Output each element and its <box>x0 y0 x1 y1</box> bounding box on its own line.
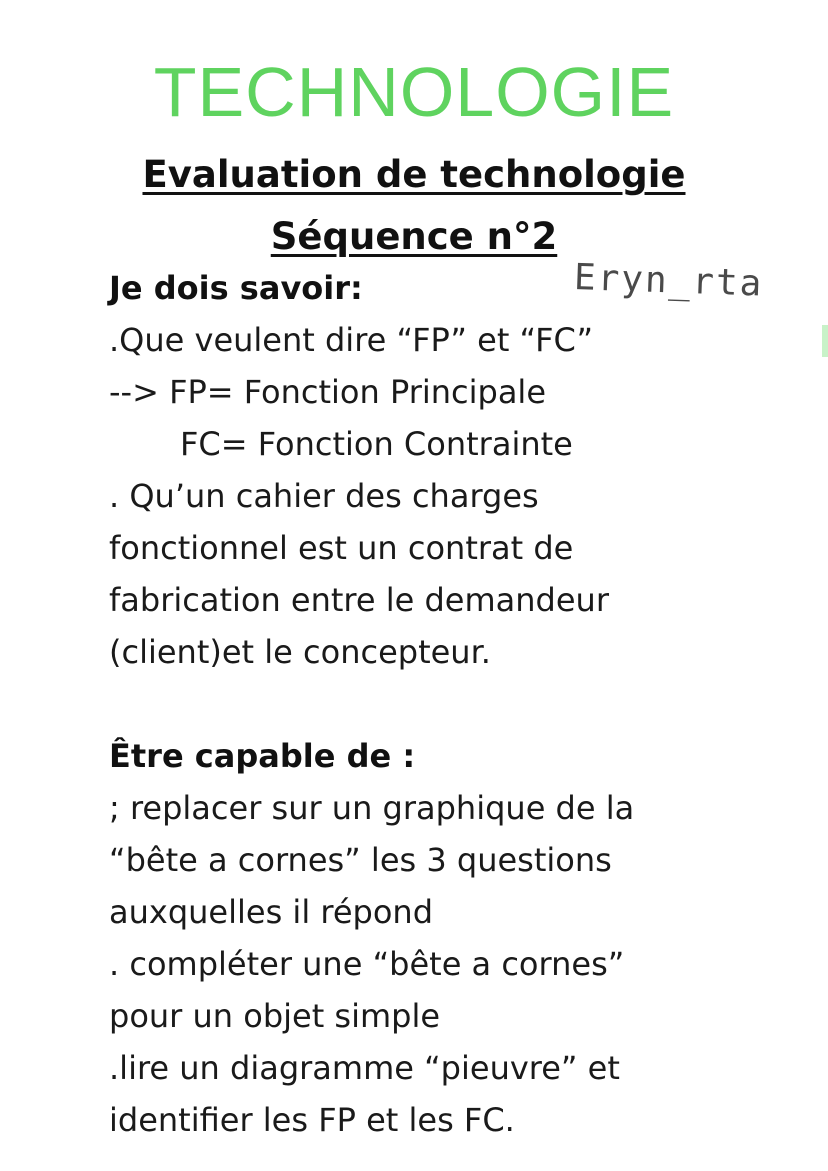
subtitle-evaluation: Evaluation de technologie <box>142 153 686 196</box>
section-heading-savoir: Je dois savoir: <box>109 269 363 307</box>
capable-line: .lire un diagramme “pieuvre” et <box>109 1049 620 1087</box>
savoir-line: fonctionnel est un contrat de <box>109 529 574 567</box>
page-title: TECHNOLOGIE <box>153 53 675 131</box>
savoir-line: (client)et le concepteur. <box>109 633 491 671</box>
section-heading-capable: Être capable de : <box>109 737 416 775</box>
savoir-line: fabrication entre le demandeur <box>109 581 609 619</box>
subtitle-sequence: Séquence n°2 <box>270 215 558 258</box>
savoir-line: .Que veulent dire “FP” et “FC” <box>109 321 594 359</box>
capable-line: “bête a cornes” les 3 questions <box>109 841 612 879</box>
capable-line: identifier les FP et les FC. <box>109 1101 515 1139</box>
savoir-line: --> FP= Fonction Principale <box>109 373 546 411</box>
capable-line: . compléter une “bête a cornes” <box>109 945 625 983</box>
capable-line: pour un objet simple <box>109 997 441 1035</box>
savoir-line: FC= Fonction Contrainte <box>180 425 573 463</box>
edge-mark <box>822 325 828 357</box>
author-watermark: Eryn_rta <box>573 257 765 305</box>
capable-line: auxquelles il répond <box>109 893 433 931</box>
savoir-line: . Qu’un cahier des charges <box>109 477 539 515</box>
capable-line: ; replacer sur un graphique de la <box>109 789 635 827</box>
